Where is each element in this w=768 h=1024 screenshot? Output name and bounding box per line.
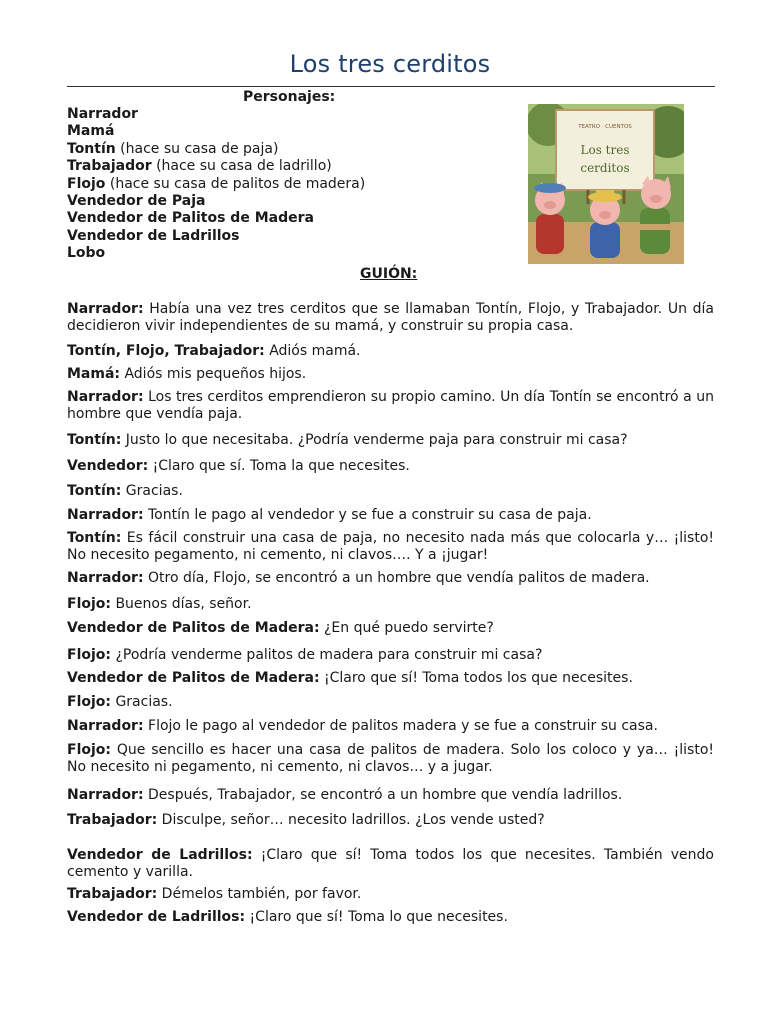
dialogue-line: [67, 620, 714, 637]
speaker-label: Tontín:: [67, 530, 122, 546]
speaker-label: Narrador:: [67, 718, 144, 734]
cover-series: TEATRO · CUENTOS: [578, 124, 632, 130]
character-name: Tontín: [67, 140, 116, 157]
character-name: Vendedor de Palitos de Madera: [67, 210, 314, 227]
speaker-label: Tontín:: [67, 432, 122, 448]
dialogue-line: [67, 742, 714, 776]
dialogue-line: [67, 530, 714, 564]
speaker-label: Tontín:: [67, 483, 122, 499]
dialogue-text: ¡Claro que sí. Toma la que necesites.: [148, 458, 410, 474]
dialogue-text: ¡Claro que sí! Toma todos los que necesites. También vendo cemento y varilla.: [67, 847, 714, 880]
dialogue-line: [67, 787, 714, 804]
dialogue-line: [67, 694, 714, 711]
dialogue-text: Justo lo que necesitaba. ¿Podría venderme paja para construir mi casa?: [121, 432, 628, 448]
speaker-label: Flojo:: [67, 742, 111, 758]
dialogue-line: [67, 647, 714, 664]
dialogue-line: [67, 507, 714, 524]
speaker-label: Vendedor de Ladrillos:: [67, 847, 253, 863]
book-cover-image: [528, 104, 684, 264]
dialogue-line: [67, 301, 714, 335]
speaker-label: Flojo:: [67, 694, 111, 710]
character-name: Mamá: [67, 123, 115, 140]
speaker-label: Vendedor de Palitos de Madera:: [67, 620, 320, 636]
speaker-label: Flojo:: [67, 596, 111, 612]
character-list: [67, 106, 365, 263]
dialogue-line: [67, 909, 714, 926]
dialogue-text: Los tres cerditos emprendieron su propio camino. Un día Tontín se encontró a un hombre que vendía paja.: [67, 389, 714, 422]
dialogue-text: Gracias.: [121, 483, 183, 499]
character-name: Lobo: [67, 245, 106, 262]
dialogue-line: [67, 718, 714, 735]
dialogue-line: [67, 483, 714, 500]
character-item: [67, 245, 365, 262]
speaker-label: Narrador:: [67, 301, 144, 317]
character-item: [67, 141, 365, 158]
character-item: [67, 228, 365, 245]
character-name: Trabajador: [67, 158, 152, 175]
speaker-label: Flojo:: [67, 647, 111, 663]
character-note: (hace su casa de palitos de madera): [105, 175, 366, 192]
pig-middle-figure: [588, 190, 622, 258]
dialogue-text: Tontín le pago al vendedor y se fue a construir su casa de paja.: [143, 507, 592, 523]
speaker-label: Mamá:: [67, 366, 121, 382]
character-item: [67, 158, 365, 175]
dialogue-line: [67, 570, 714, 587]
dialogue-line: [67, 389, 714, 423]
character-note: (hace su casa de paja): [115, 140, 279, 157]
dialogue-line: [67, 458, 714, 475]
dialogue-line: [67, 343, 714, 360]
dialogue-line: [67, 596, 714, 613]
speaker-label: Narrador:: [67, 787, 144, 803]
speaker-label: Narrador:: [67, 507, 144, 523]
pig-left-figure: [534, 182, 566, 254]
speaker-label: Vendedor:: [67, 458, 149, 474]
dialogue-text: Gracias.: [111, 694, 173, 710]
characters-heading: Personajes:: [243, 89, 336, 105]
dialogue-text: Otro día, Flojo, se encontró a un hombre que vendía palitos de madera.: [143, 570, 650, 586]
speaker-label: Vendedor de Ladrillos:: [67, 909, 246, 925]
dialogue-line: [67, 847, 714, 881]
dialogue-line: [67, 366, 714, 383]
character-item: [67, 106, 365, 123]
dialogue-text: ¿Podría venderme palitos de madera para construir mi casa?: [111, 647, 543, 663]
dialogue-text: Flojo le pago al vendedor de palitos madera y se fue a construir su casa.: [143, 718, 658, 734]
character-name: Flojo: [67, 175, 106, 192]
speaker-label: Narrador:: [67, 570, 144, 586]
character-item: [67, 193, 365, 210]
speaker-label: Vendedor de Palitos de Madera:: [67, 670, 320, 686]
dialogue-line: [67, 670, 714, 687]
title-divider: [67, 86, 715, 87]
character-name: Vendedor de Paja: [67, 193, 206, 210]
speaker-label: Trabajador:: [67, 812, 158, 828]
dialogue-line: [67, 812, 714, 829]
speaker-label: Trabajador:: [67, 886, 158, 902]
dialogue-text: ¡Claro que sí! Toma lo que necesites.: [245, 909, 508, 925]
cover-title-line2: cerditos: [580, 161, 630, 175]
dialogue-text: Había una vez tres cerditos que se llamaban Tontín, Flojo, y Trabajador. Un día decidieron vivir independientes de su mamá, y construir su propia casa.: [67, 301, 714, 334]
character-note: (hace su casa de ladrillo): [151, 158, 332, 175]
dialogue-text: ¡Claro que sí! Toma todos los que necesites.: [319, 670, 633, 686]
character-item: [67, 176, 365, 193]
dialogue-text: Démelos también, por favor.: [157, 886, 362, 902]
dialogue-text: Es fácil construir una casa de paja, no necesito nada más que colocarla y… ¡listo! No necesito pegamento, ni cemento, ni clavos…. Y a ¡jugar!: [67, 530, 714, 563]
character-name: Vendedor de Ladrillos: [67, 227, 240, 244]
dialogue-text: ¿En qué puedo servirte?: [319, 620, 494, 636]
speaker-label: Narrador:: [67, 389, 144, 405]
dialogue-text: Buenos días, señor.: [111, 596, 252, 612]
script-heading: GUIÓN:: [360, 266, 418, 282]
dialogue-text: Adiós mis pequeños hijos.: [120, 366, 307, 382]
dialogue-text: Adiós mamá.: [264, 343, 361, 359]
cover-title-line1: Los tres: [580, 143, 630, 157]
character-name: Narrador: [67, 106, 138, 122]
character-item: [67, 123, 365, 140]
character-item: [67, 210, 365, 227]
dialogue-line: [67, 886, 714, 903]
dialogue-text: Que sencillo es hacer una casa de palitos de madera. Solo los coloco y ya… ¡listo! No necesito ni pegamento, ni cemento, ni clavos… y a jugar.: [67, 742, 714, 775]
pig-right-figure: [638, 176, 674, 254]
dialogue-text: Después, Trabajador, se encontró a un hombre que vendía ladrillos.: [143, 787, 623, 803]
document-title: Los tres cerditos: [289, 50, 491, 78]
speaker-label: Tontín, Flojo, Trabajador:: [67, 343, 265, 359]
dialogue-line: [67, 432, 714, 449]
dialogue-text: Disculpe, señor… necesito ladrillos. ¿Los vende usted?: [157, 812, 545, 828]
